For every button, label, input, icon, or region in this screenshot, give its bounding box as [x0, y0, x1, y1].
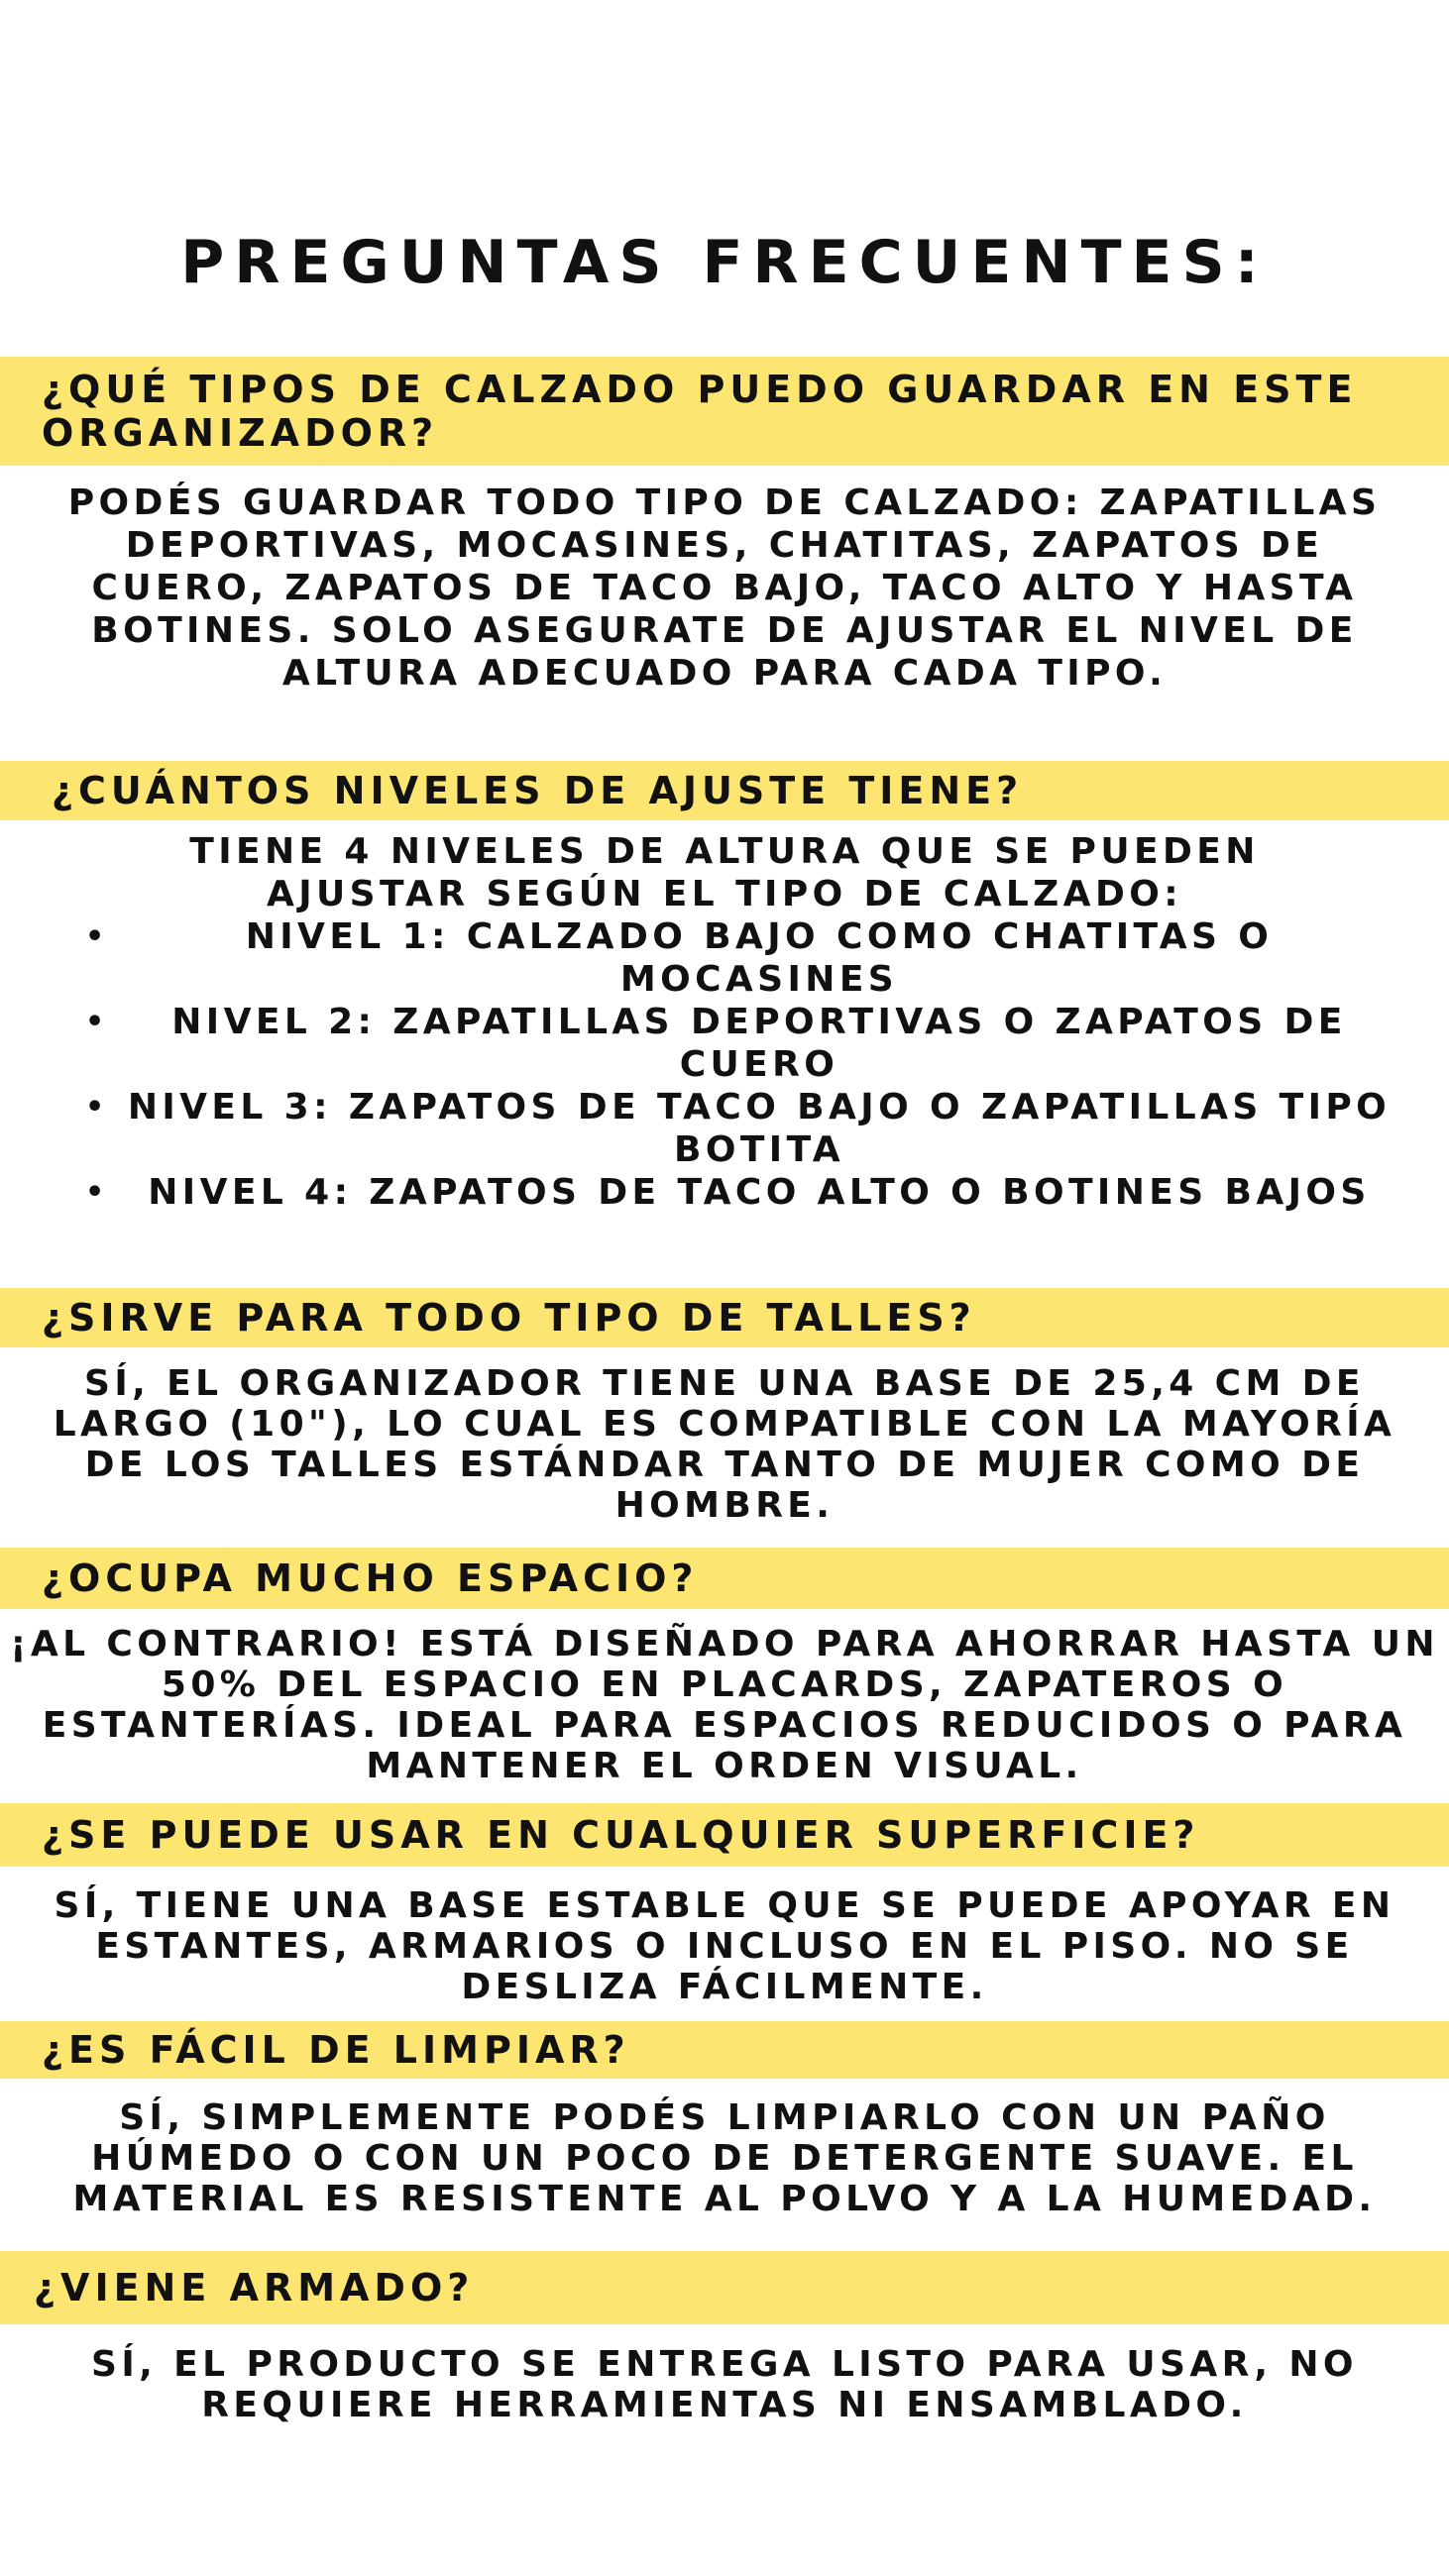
faq-question-bar	[0, 761, 1449, 820]
faq-question: ¿SE PUEDE USAR EN CUALQUIER SUPERFICIE?	[42, 1813, 1200, 1857]
faq-answer: PODÉS GUARDAR TODO TIPO DE CALZADO: ZAPATILLAS DEPORTIVAS, MOCASINES, CHATITAS, ZAPATOS DE CUERO, ZAPATOS DE TACO BAJO, TACO ALTO Y HASTA BOTINES. SOLO ASEGURATE DE AJUSTAR EL NIVEL DE ALTURA ADECUADO PARA CADA TIPO.	[67, 483, 1382, 694]
faq-question: ¿VIENE ARMADO?	[34, 2266, 475, 2309]
faq-answer: ¡AL CONTRARIO! ESTÁ DISEÑADO PARA AHORRAR HASTA UN 50% DEL ESPACIO EN PLACARDS, ZAPATEROS O ESTANTERÍAS. IDEAL PARA ESPACIOS REDUCIDOS O PARA MANTENER EL ORDEN VISUAL.	[10, 1624, 1439, 1786]
faq-question-bar	[0, 2021, 1449, 2079]
bullet-icon: •	[85, 1090, 109, 1125]
faq-question-bar	[0, 2251, 1449, 2324]
faq-answer: SÍ, TIENE UNA BASE ESTABLE QUE SE PUEDE APOYAR EN ESTANTES, ARMARIOS O INCLUSO EN EL PISO. NO SE DESLIZA FÁCILMENTE.	[54, 1885, 1395, 2007]
faq-answer: SÍ, SIMPLEMENTE PODÉS LIMPIARLO CON UN PAÑO HÚMEDO O CON UN POCO DE DETERGENTE SUAVE. EL MATERIAL ES RESISTENTE AL POLVO Y A LA HUMEDAD.	[72, 2097, 1377, 2219]
level-text: NIVEL 2: ZAPATILLAS DEPORTIVAS O ZAPATOS DE CUERO	[171, 1002, 1347, 1085]
bullet-icon: •	[85, 1175, 109, 1210]
faq-question: ¿SIRVE PARA TODO TIPO DE TALLES?	[42, 1296, 976, 1340]
level-text: NIVEL 1: CALZADO BAJO COMO CHATITAS O MOCASINES	[245, 916, 1274, 1000]
levels-list	[0, 915, 1449, 1214]
faq-answer	[0, 830, 1449, 1214]
faq-question: ¿ES FÁCIL DE LIMPIAR?	[42, 2028, 630, 2072]
list-item	[0, 1086, 1449, 1171]
faq-answer: SÍ, EL ORGANIZADOR TIENE UNA BASE DE 25,4 CM DE LARGO (10"), LO CUAL ES COMPATIBLE CON LA MAYORÍA DE LOS TALLES ESTÁNDAR TANTO DE MUJER COMO DE HOMBRE.	[53, 1363, 1396, 1526]
faq-question-bar	[0, 1803, 1449, 1867]
bullet-icon: •	[85, 919, 109, 954]
levels-intro: TIENE 4 NIVELES DE ALTURA QUE SE PUEDEN AJUSTAR SEGÚN EL TIPO DE CALZADO:	[189, 831, 1260, 914]
faq-question: ¿QUÉ TIPOS DE CALZADO PUEDO GUARDAR EN ESTE ORGANIZADOR?	[42, 368, 1358, 455]
faq-question-bar	[0, 1288, 1449, 1347]
faq-question-bar	[0, 357, 1449, 466]
level-text: NIVEL 3: ZAPATOS DE TACO BAJO O ZAPATILLAS TIPO BOTITA	[127, 1087, 1392, 1170]
faq-question-bar	[0, 1548, 1449, 1609]
list-item	[0, 1171, 1449, 1214]
bullet-icon: •	[85, 1005, 109, 1039]
faq-answer: SÍ, EL PRODUCTO SE ENTREGA LISTO PARA USAR, NO REQUIERE HERRAMIENTAS NI ENSAMBLADO.	[91, 2344, 1358, 2425]
faq-question: ¿OCUPA MUCHO ESPACIO?	[42, 1556, 699, 1600]
faq-question: ¿CUÁNTOS NIVELES DE AJUSTE TIENE?	[52, 769, 1024, 812]
list-item	[0, 915, 1449, 1001]
page-title: PREGUNTAS FRECUENTES:	[180, 228, 1269, 297]
level-text: NIVEL 4: ZAPATOS DE TACO ALTO O BOTINES BAJOS	[148, 1172, 1371, 1213]
list-item	[0, 1001, 1449, 1086]
